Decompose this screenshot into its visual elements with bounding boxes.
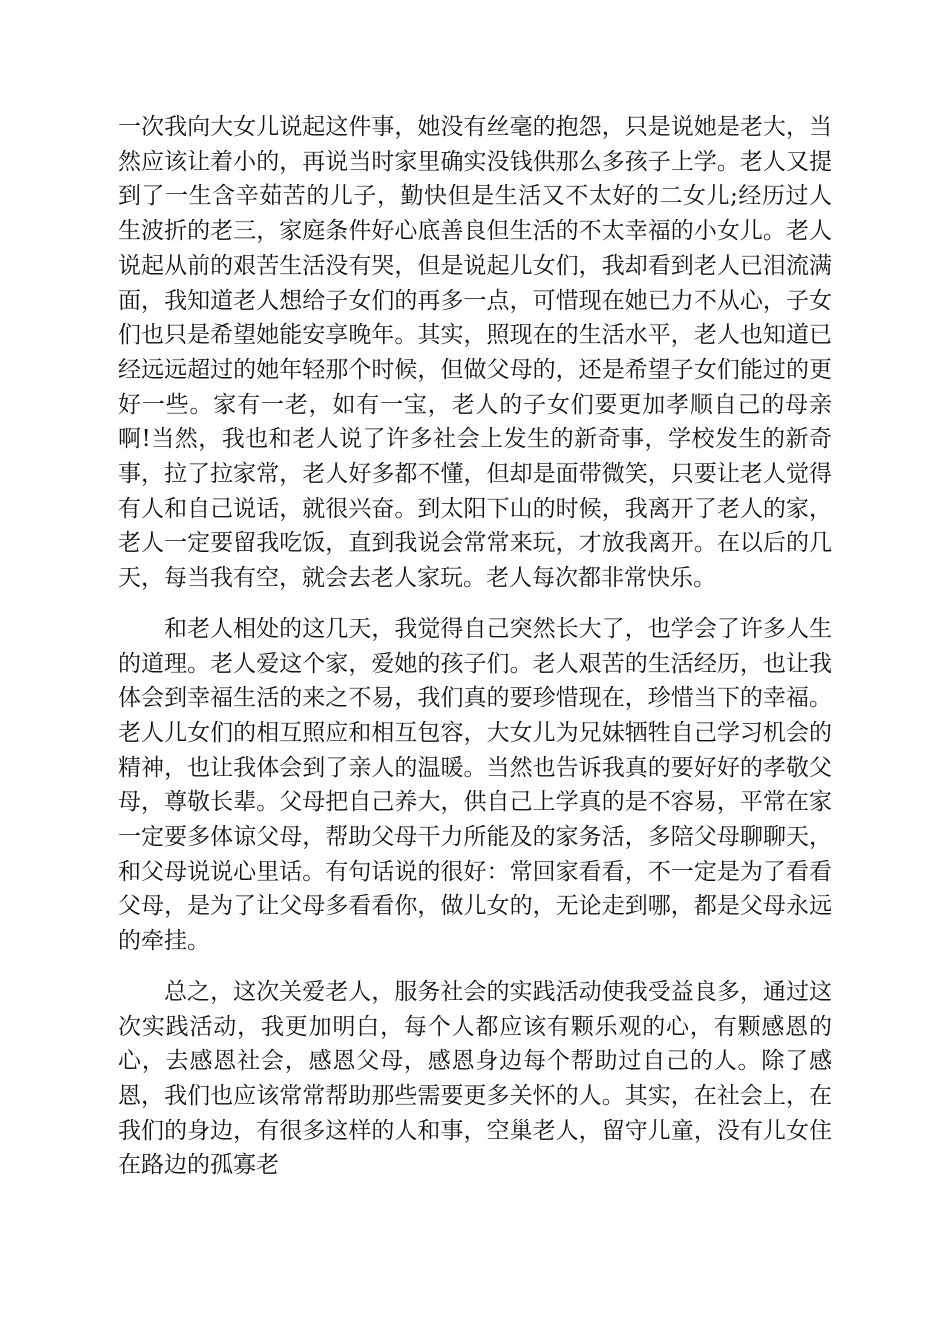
document-body	[118, 110, 832, 1183]
paragraph-2: 和老人相处的这几天，我觉得自己突然长大了，也学会了许多人生的道理。老人爱这个家，爱她的孩子们。老人艰苦的生活经历，也让我体会到幸福生活的来之不易，我们真的要珍惜现在，珍惜当下的幸福。老人儿女们的相互照应和相互包容，大女儿为兄妹牺牲自己学习机会的精神，也让我体会到了亲人的温暖。当然也告诉我真的要好好的孝敬父母，尊敬长辈。父母把自己养大，供自己上学真的是不容易，平常在家一定要多体谅父母，帮助父母干力所能及的家务活，多陪父母聊聊天，和父母说说心里话。有句话说的很好：常回家看看，不一定是为了看看父母，是为了让父母多看看你，做儿女的，无论走到哪，都是父母永远的牵挂。	[118, 615, 832, 955]
paragraph-3: 总之，这次关爱老人，服务社会的实践活动使我受益良多，通过这次实践活动，我更加明白，每个人都应该有颗乐观的心，有颗感恩的心，去感恩社会，感恩父母，感恩身边每个帮助过自己的人。除了感恩，我们也应该常常帮助那些需要更多关怀的人。其实，在社会上，在我们的身边，有很多这样的人和事，空巢老人，留守儿童，没有儿女住在路边的孤寡老	[118, 978, 832, 1179]
paragraph-1: 一次我向大女儿说起这件事，她没有丝毫的抱怨，只是说她是老大，当然应该让着小的，再说当时家里确实没钱供那么多孩子上学。老人又提到了一生含辛茹苦的儿子，勤快但是生活又不太好的二女儿;经历过人生波折的老三，家庭条件好心底善良但生活的不太幸福的小女儿。老人说起从前的艰苦生活没有哭，但是说起儿女们，我却看到老人已泪流满面，我知道老人想给子女们的再多一点，可惜现在她已力不从心，子女们也只是希望她能安享晚年。其实，照现在的生活水平，老人也知道已经远远超过的她年轻那个时候，但做父母的，还是希望子女们能过的更好一些。家有一老，如有一宝，老人的子女们要更加孝顺自己的母亲啊!当然，我也和老人说了许多社会上发生的新奇事，学校发生的新奇事，拉了拉家常，老人好多都不懂，但却是面带微笑，只要让老人觉得有人和自己说话，就很兴奋。到太阳下山的时候，我离开了老人的家，老人一定要留我吃饭，直到我说会常常来玩，才放我离开。在以后的几天，每当我有空，就会去老人家玩。老人每次都非常快乐。	[118, 114, 832, 592]
